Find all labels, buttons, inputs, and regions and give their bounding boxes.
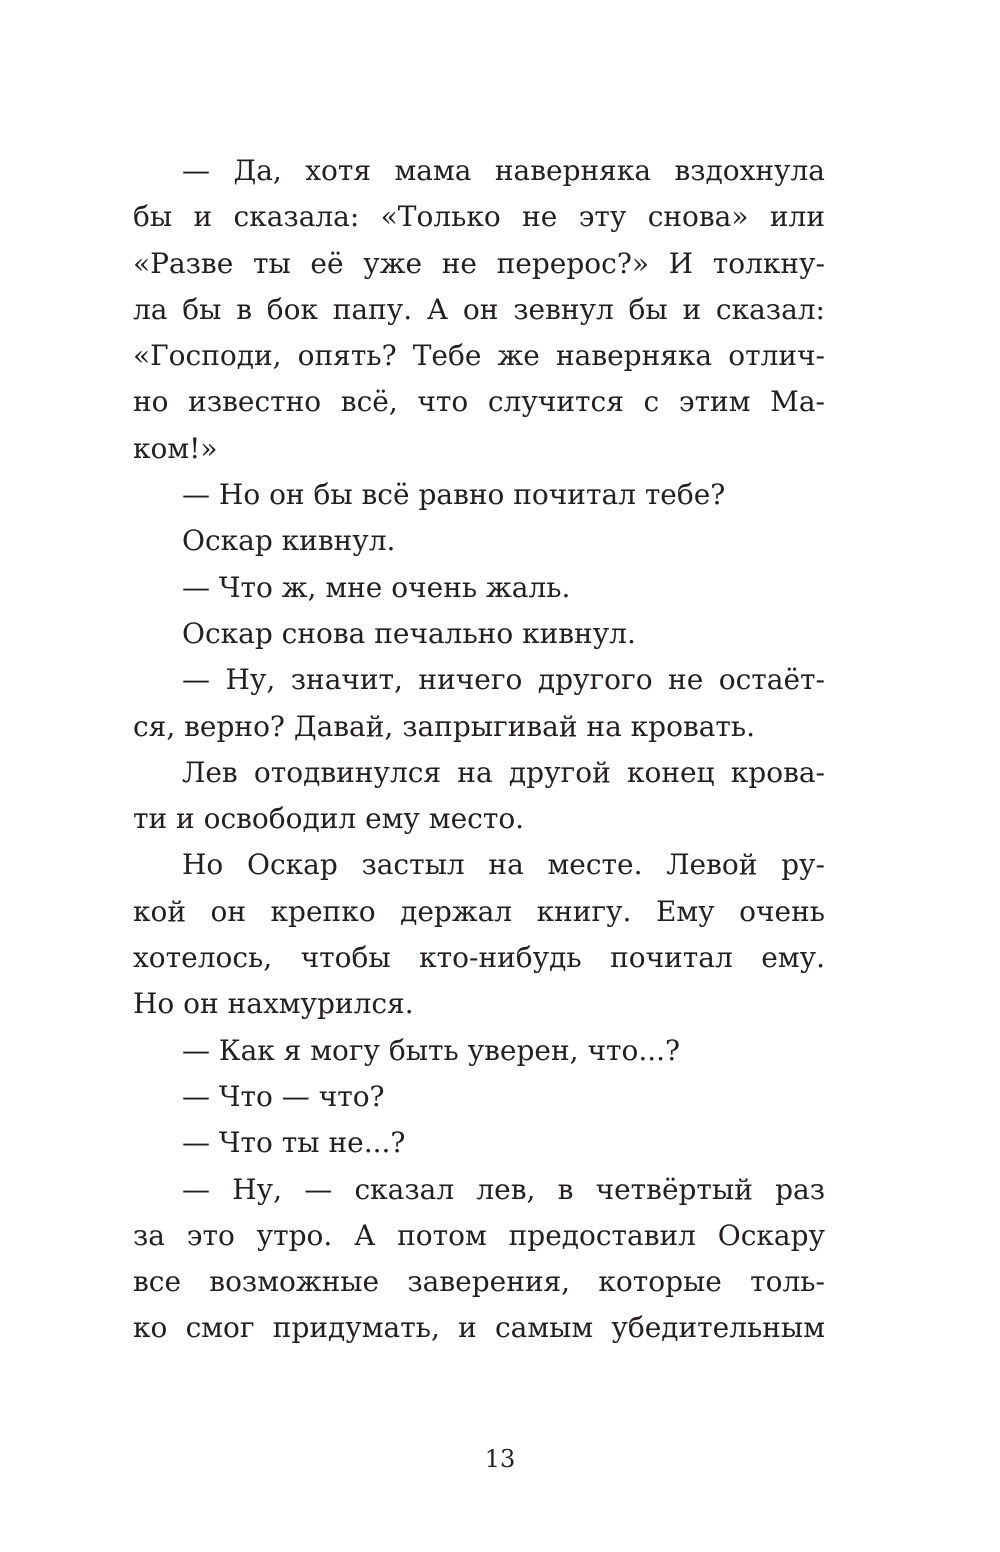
text-line-7: ком!» xyxy=(133,431,218,465)
text-line-22: — Что ты не...? xyxy=(182,1126,406,1160)
text-line-14: Лев отодвинулся на другой конец крова- xyxy=(182,755,825,789)
page-number: 13 xyxy=(484,1445,516,1473)
text-line-1: — Да, хотя мама наверняка вздохнула xyxy=(182,154,825,187)
page-body-text xyxy=(133,148,825,1352)
text-line-11: Оскар снова печально кивнул. xyxy=(182,616,636,650)
text-line-15: ти и освободил ему место. xyxy=(133,802,525,836)
text-line-19: Но он нахмурился. xyxy=(133,987,414,1021)
text-line-3: «Разве ты её уже не перерос?» И толкну- xyxy=(133,246,825,280)
text-line-2: бы и сказала: «Только не эту снова» или xyxy=(133,200,825,234)
text-line-23: — Ну, — сказал лев, в четвёртый раз xyxy=(182,1172,825,1206)
text-line-10: — Что ж, мне очень жаль. xyxy=(182,570,571,604)
text-line-5: «Господи, опять? Тебе же наверняка отлич- xyxy=(133,339,825,373)
text-line-25: все возможные заверения, которые толь- xyxy=(133,1265,825,1299)
text-line-24: за это утро. А потом предоставил Оскару xyxy=(133,1218,825,1252)
text-line-6: но известно всё, что случится с этим Ма- xyxy=(133,385,825,419)
text-line-13: ся, верно? Давай, запрыгивай на кровать. xyxy=(133,709,756,743)
text-line-8: — Но он бы всё равно почитал тебе? xyxy=(182,478,726,512)
text-line-17: кой он крепко держал книгу. Ему очень xyxy=(133,894,825,928)
text-line-12: — Ну, значит, ничего другого не остаёт- xyxy=(182,663,825,697)
text-line-18: хотелось, чтобы кто-нибудь почитал ему. xyxy=(133,941,825,975)
text-line-4: ла бы в бок папу. А он зевнул бы и сказал: xyxy=(133,292,825,326)
text-line-26: ко смог придумать, и самым убедительным xyxy=(133,1311,825,1345)
text-line-21: — Что — что? xyxy=(182,1079,385,1113)
text-line-20: — Как я могу быть уверен, что...? xyxy=(182,1033,681,1067)
text-line-9: Оскар кивнул. xyxy=(182,524,396,558)
text-line-16: Но Оскар застыл на месте. Левой ру- xyxy=(182,848,825,882)
